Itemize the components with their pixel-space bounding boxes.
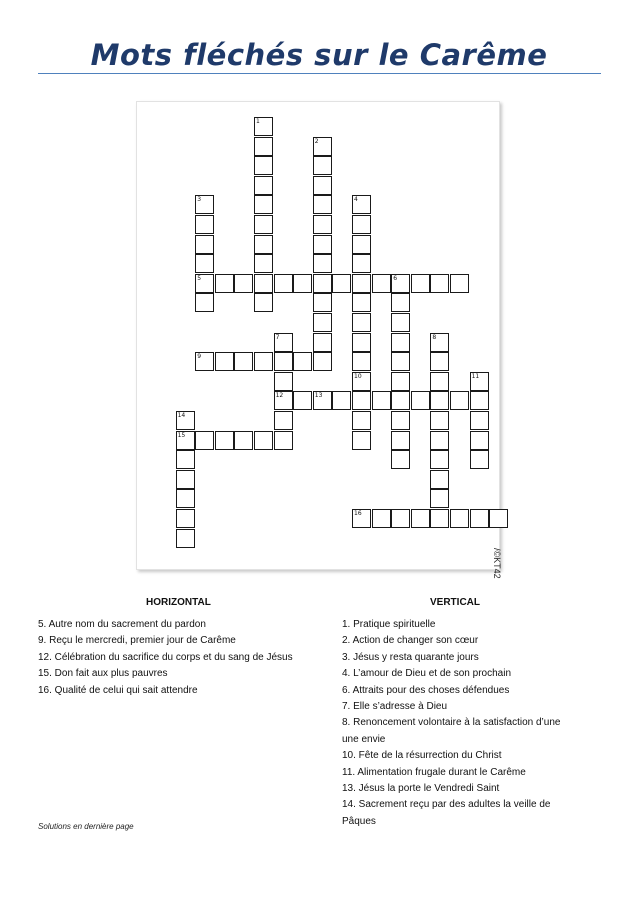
grid-cell[interactable] bbox=[215, 431, 234, 450]
grid-cell[interactable] bbox=[215, 274, 234, 293]
grid-cell[interactable] bbox=[313, 195, 332, 214]
grid-cell[interactable] bbox=[274, 352, 293, 371]
clue-number-14: 14 bbox=[177, 412, 186, 419]
clue-v-8-cont: une envie bbox=[342, 733, 386, 745]
clue-number-10: 10 bbox=[354, 372, 362, 380]
grid-cell[interactable] bbox=[254, 156, 273, 175]
grid-cell[interactable] bbox=[450, 391, 469, 410]
vertical-heading: VERTICAL bbox=[430, 597, 480, 608]
grid-cell[interactable] bbox=[352, 352, 371, 371]
grid-cell[interactable] bbox=[332, 391, 351, 410]
vertical-clue-list bbox=[342, 617, 560, 830]
grid-cell[interactable] bbox=[254, 215, 273, 234]
grid-cell[interactable] bbox=[391, 293, 410, 312]
grid-cell[interactable] bbox=[234, 274, 253, 293]
grid-cell[interactable] bbox=[274, 431, 293, 450]
grid-cell[interactable] bbox=[195, 431, 214, 450]
grid-cell[interactable] bbox=[313, 235, 332, 254]
grid-cell[interactable] bbox=[254, 235, 273, 254]
clue-number-4: 4 bbox=[354, 196, 358, 204]
horizontal-heading: HORIZONTAL bbox=[146, 597, 211, 608]
clue-v-1: 1. Pratique spirituelle bbox=[342, 619, 436, 630]
clue-number-13: 13 bbox=[314, 392, 323, 400]
page-title: Mots fléchés sur le Carême bbox=[90, 38, 548, 72]
clue-v-10: 10. Fête de la résurrection du Christ bbox=[342, 750, 502, 762]
grid-cell[interactable] bbox=[215, 352, 234, 371]
grid-cell[interactable] bbox=[391, 372, 410, 391]
grid-cell[interactable] bbox=[470, 509, 489, 528]
clue-h-5: 5. Autre nom du sacrement du pardon bbox=[38, 619, 206, 630]
grid-cell[interactable] bbox=[195, 293, 214, 312]
grid-cell[interactable] bbox=[430, 470, 449, 489]
grid-cell[interactable] bbox=[313, 333, 332, 352]
grid-cell[interactable] bbox=[313, 293, 332, 312]
grid-cell[interactable] bbox=[254, 195, 273, 214]
grid-cell[interactable] bbox=[430, 450, 449, 469]
grid-cell[interactable] bbox=[372, 509, 391, 528]
footnote: Solutions en dernière page bbox=[38, 822, 134, 831]
grid-cell[interactable] bbox=[391, 411, 410, 430]
grid-cell[interactable] bbox=[254, 293, 273, 312]
clue-v-4: 4. L’amour de Dieu et de son prochain bbox=[342, 668, 511, 680]
grid-cell[interactable] bbox=[489, 509, 508, 528]
grid-cell[interactable] bbox=[372, 274, 391, 293]
grid-cell[interactable] bbox=[254, 176, 273, 195]
grid-cell[interactable] bbox=[254, 254, 273, 273]
clue-v-8: 8. Renoncement volontaire à la satisfaction d’une bbox=[342, 717, 561, 729]
clue-number-7: 7 bbox=[275, 333, 280, 341]
grid-cell[interactable] bbox=[470, 431, 489, 450]
grid-cell[interactable] bbox=[352, 274, 371, 293]
grid-cell[interactable] bbox=[391, 352, 410, 371]
clue-v-6: 6. Attraits pour des choses défendues bbox=[342, 684, 510, 696]
credit-text: /©KT42 bbox=[492, 548, 502, 579]
grid-cell[interactable] bbox=[176, 509, 195, 528]
clue-number-6: 6 bbox=[393, 274, 398, 282]
grid-cell[interactable] bbox=[274, 372, 293, 391]
grid-cell[interactable] bbox=[195, 235, 214, 254]
clue-number-9: 9 bbox=[197, 353, 202, 361]
clue-v-2: 2. Action de changer son cœur bbox=[342, 635, 479, 647]
grid-cell[interactable] bbox=[195, 215, 214, 234]
grid-cell[interactable] bbox=[352, 293, 371, 312]
title-underline bbox=[38, 73, 601, 74]
grid-cell[interactable] bbox=[352, 431, 371, 450]
grid-cell[interactable] bbox=[430, 274, 449, 293]
grid-cell[interactable] bbox=[254, 352, 273, 371]
grid-cell[interactable] bbox=[293, 391, 312, 410]
clue-number-1: 1 bbox=[256, 118, 260, 125]
grid-cell[interactable] bbox=[313, 176, 332, 195]
grid-cell[interactable] bbox=[313, 254, 332, 273]
clue-h-12: 12. Célébration du sacrifice du corps et du sang de Jésus bbox=[38, 651, 293, 663]
grid-cell[interactable] bbox=[391, 509, 410, 528]
grid-cell[interactable] bbox=[430, 391, 449, 410]
clue-v-11: 11. Alimentation frugale durant le Carême bbox=[342, 766, 526, 778]
grid-cell[interactable] bbox=[411, 509, 430, 528]
grid-cell[interactable] bbox=[313, 215, 332, 234]
grid-cell[interactable] bbox=[430, 352, 449, 371]
grid-cell[interactable] bbox=[176, 529, 195, 548]
clue-h-9: 9. Reçu le mercredi, premier jour de Carême bbox=[38, 635, 236, 647]
clue-v-14-cont: Pâques bbox=[342, 815, 376, 827]
grid-cell[interactable] bbox=[391, 313, 410, 332]
grid-cell[interactable] bbox=[254, 274, 273, 293]
grid-cell[interactable] bbox=[195, 254, 214, 273]
clue-number-12: 12 bbox=[275, 392, 284, 400]
horizontal-clue-list bbox=[38, 617, 293, 699]
grid-cell[interactable] bbox=[450, 274, 469, 293]
grid-cell[interactable] bbox=[176, 450, 195, 469]
grid-cell[interactable] bbox=[313, 313, 332, 332]
clue-h-16: 16. Qualité de celui qui sait attendre bbox=[38, 684, 198, 696]
clue-number-3: 3 bbox=[197, 196, 202, 204]
grid-cell[interactable] bbox=[332, 274, 351, 293]
grid-cell[interactable] bbox=[234, 352, 253, 371]
grid-cell[interactable] bbox=[176, 489, 195, 508]
grid-cell[interactable] bbox=[293, 274, 312, 293]
clue-v-13: 13. Jésus la porte le Vendredi Saint bbox=[342, 783, 500, 795]
clue-number-2: 2 bbox=[314, 137, 319, 145]
crossword-grid bbox=[137, 102, 499, 569]
grid-cell[interactable] bbox=[391, 333, 410, 352]
grid-cell[interactable] bbox=[352, 391, 371, 410]
grid-cell[interactable] bbox=[470, 450, 489, 469]
grid-cell[interactable] bbox=[313, 352, 332, 371]
clue-number-15: 15 bbox=[177, 431, 186, 439]
grid-cell[interactable] bbox=[470, 411, 489, 430]
grid-cell[interactable] bbox=[352, 254, 371, 273]
grid-cell[interactable] bbox=[254, 431, 273, 450]
grid-cell[interactable] bbox=[313, 274, 332, 293]
clue-number-11: 11 bbox=[471, 372, 480, 380]
grid-cell[interactable] bbox=[254, 137, 273, 156]
grid-cell[interactable] bbox=[430, 431, 449, 450]
grid-cell[interactable] bbox=[176, 470, 195, 489]
grid-cell[interactable] bbox=[274, 274, 293, 293]
grid-cell[interactable] bbox=[450, 509, 469, 528]
grid-cell[interactable] bbox=[430, 411, 449, 430]
crossword-sheet bbox=[136, 101, 500, 570]
grid-cell[interactable] bbox=[470, 391, 489, 410]
grid-cell[interactable] bbox=[430, 372, 449, 391]
grid-cell[interactable] bbox=[352, 235, 371, 254]
clue-number-5: 5 bbox=[197, 274, 202, 282]
grid-cell[interactable] bbox=[352, 333, 371, 352]
grid-cell[interactable] bbox=[313, 156, 332, 175]
clue-h-15: 15. Don fait aux plus pauvres bbox=[38, 668, 168, 680]
grid-cell[interactable] bbox=[391, 431, 410, 450]
grid-cell[interactable] bbox=[430, 489, 449, 508]
grid-cell[interactable] bbox=[430, 509, 449, 528]
grid-cell[interactable] bbox=[411, 391, 430, 410]
grid-cell[interactable] bbox=[293, 352, 312, 371]
clue-v-3: 3. Jésus y resta quarante jours bbox=[342, 651, 479, 663]
clue-number-8: 8 bbox=[432, 333, 437, 341]
grid-cell[interactable] bbox=[352, 215, 371, 234]
clue-v-14: 14. Sacrement reçu par des adultes la veille de bbox=[342, 799, 551, 811]
grid-cell[interactable] bbox=[274, 411, 293, 430]
grid-cell[interactable] bbox=[391, 450, 410, 469]
clue-v-7: 7. Elle s’adresse à Dieu bbox=[342, 701, 448, 713]
grid-cell[interactable] bbox=[352, 313, 371, 332]
grid-cell[interactable] bbox=[391, 391, 410, 410]
grid-cell[interactable] bbox=[372, 391, 391, 410]
grid-cell[interactable] bbox=[234, 431, 253, 450]
clue-number-16: 16 bbox=[354, 510, 362, 517]
grid-cell[interactable] bbox=[352, 411, 371, 430]
grid-cell[interactable] bbox=[411, 274, 430, 293]
